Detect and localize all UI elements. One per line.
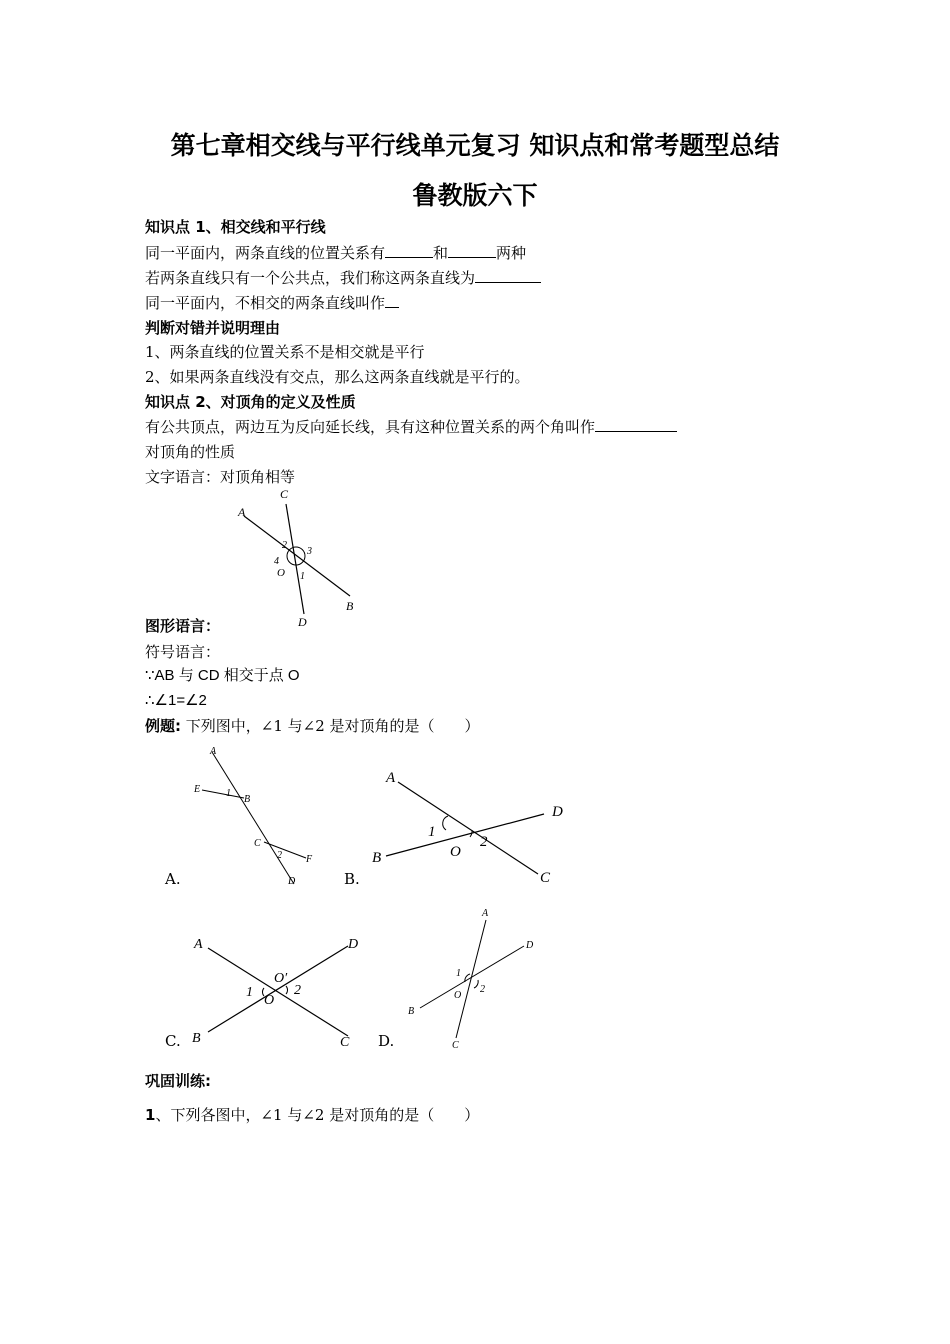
- svg-text:O: O: [264, 993, 275, 1008]
- svg-text:A: A: [194, 937, 203, 952]
- label-3: 3: [307, 546, 312, 557]
- svg-text:O: O: [450, 844, 461, 860]
- judge-heading: 判断对错并说明理由: [145, 319, 281, 337]
- option-b-figure[interactable]: [368, 764, 568, 890]
- svg-text:B: B: [408, 1006, 415, 1017]
- kp1-line3: 同一平面内，不相交的两条直线叫作: [145, 293, 399, 313]
- fill-blank[interactable]: [475, 268, 541, 283]
- svg-text:C: C: [452, 1040, 459, 1050]
- option-d-figure[interactable]: [404, 904, 544, 1050]
- label-d: D: [298, 615, 307, 629]
- because-statement: ∵AB 与 CD 相交于点 O: [145, 667, 300, 684]
- option-d-label[interactable]: D.: [378, 1032, 395, 1050]
- option-a-figure[interactable]: [188, 740, 318, 890]
- svg-text:A: A: [482, 908, 489, 919]
- symbol-lang: 符号语言：: [145, 643, 221, 661]
- svg-text:C: C: [340, 1035, 350, 1050]
- svg-text:2: 2: [480, 834, 488, 850]
- svg-text:C: C: [254, 838, 261, 849]
- label-4: 4: [274, 556, 279, 567]
- svg-text:1: 1: [456, 968, 461, 979]
- svg-text:B: B: [244, 794, 251, 805]
- page-title: 第七章相交线与平行线单元复习 知识点和常考题型总结: [170, 131, 780, 160]
- label-b: B: [346, 599, 354, 613]
- graph-lang: 图形语言：: [145, 617, 221, 635]
- kp2-definition: 有公共顶点，两边互为反向延长线，具有这种位置关系的两个角叫作: [145, 417, 677, 437]
- svg-text:D: D: [526, 940, 534, 951]
- svg-text:C: C: [540, 870, 551, 886]
- fill-blank[interactable]: [385, 243, 433, 258]
- example-question: 例题: 下列图中，∠1 与∠2 是对顶角的是（ ）: [145, 717, 480, 735]
- svg-text:B: B: [372, 850, 382, 866]
- svg-text:E: E: [194, 784, 201, 795]
- svg-text:2: 2: [277, 850, 282, 861]
- svg-text:A: A: [210, 746, 217, 757]
- label-1: 1: [300, 571, 305, 582]
- kp1-heading: 知识点 1、相交线和平行线: [145, 218, 326, 236]
- practice-question-1: 1、下列各图中，∠1 与∠2 是对顶角的是（ ）: [145, 1106, 480, 1124]
- fill-blank[interactable]: [448, 243, 496, 258]
- kp2-property: 对顶角的性质: [145, 443, 236, 461]
- svg-text:O: O: [454, 990, 462, 1001]
- therefore-statement: ∴∠1=∠2: [145, 692, 207, 709]
- svg-text:D: D: [348, 937, 359, 952]
- svg-text:O′: O′: [274, 971, 288, 986]
- practice-heading: 巩固训练:: [145, 1072, 211, 1090]
- svg-text:A: A: [386, 770, 396, 786]
- svg-text:F: F: [306, 854, 313, 865]
- fill-blank[interactable]: [595, 417, 677, 432]
- option-b-label[interactable]: B.: [344, 870, 360, 888]
- label-a: A: [238, 505, 246, 519]
- kp1-line2: 若两条直线只有一个公共点，我们称这两条直线为: [145, 268, 541, 288]
- svg-text:1: 1: [428, 824, 436, 840]
- option-c-label[interactable]: C.: [165, 1032, 181, 1050]
- vertical-angles-figure: [230, 486, 370, 630]
- kp1-line1: 同一平面内，两条直线的位置关系有 和 两种: [145, 244, 527, 262]
- label-o: O: [277, 567, 285, 579]
- line-ab: [244, 516, 350, 596]
- svg-text:1: 1: [226, 788, 231, 799]
- svg-text:D: D: [552, 804, 563, 820]
- label-c: C: [280, 487, 289, 501]
- kp2-text-lang: 文字语言：对顶角相等: [145, 468, 296, 486]
- option-c-figure[interactable]: [188, 932, 368, 1052]
- svg-text:2: 2: [294, 983, 301, 998]
- page-subtitle: 鲁教版六下: [412, 181, 538, 210]
- label-2: 2: [282, 540, 287, 551]
- svg-text:D: D: [288, 876, 296, 887]
- svg-text:2: 2: [480, 984, 485, 995]
- svg-text:B: B: [192, 1031, 201, 1046]
- option-a-label[interactable]: A.: [165, 870, 181, 888]
- judge-item-1: 1、两条直线的位置关系不是相交就是平行: [145, 343, 425, 361]
- svg-text:1: 1: [246, 985, 253, 1000]
- judge-item-2: 2、如果两条直线没有交点，那么这两条直线就是平行的。: [145, 368, 530, 386]
- kp2-heading: 知识点 2、对顶角的定义及性质: [145, 393, 356, 411]
- fill-blank[interactable]: [385, 293, 399, 308]
